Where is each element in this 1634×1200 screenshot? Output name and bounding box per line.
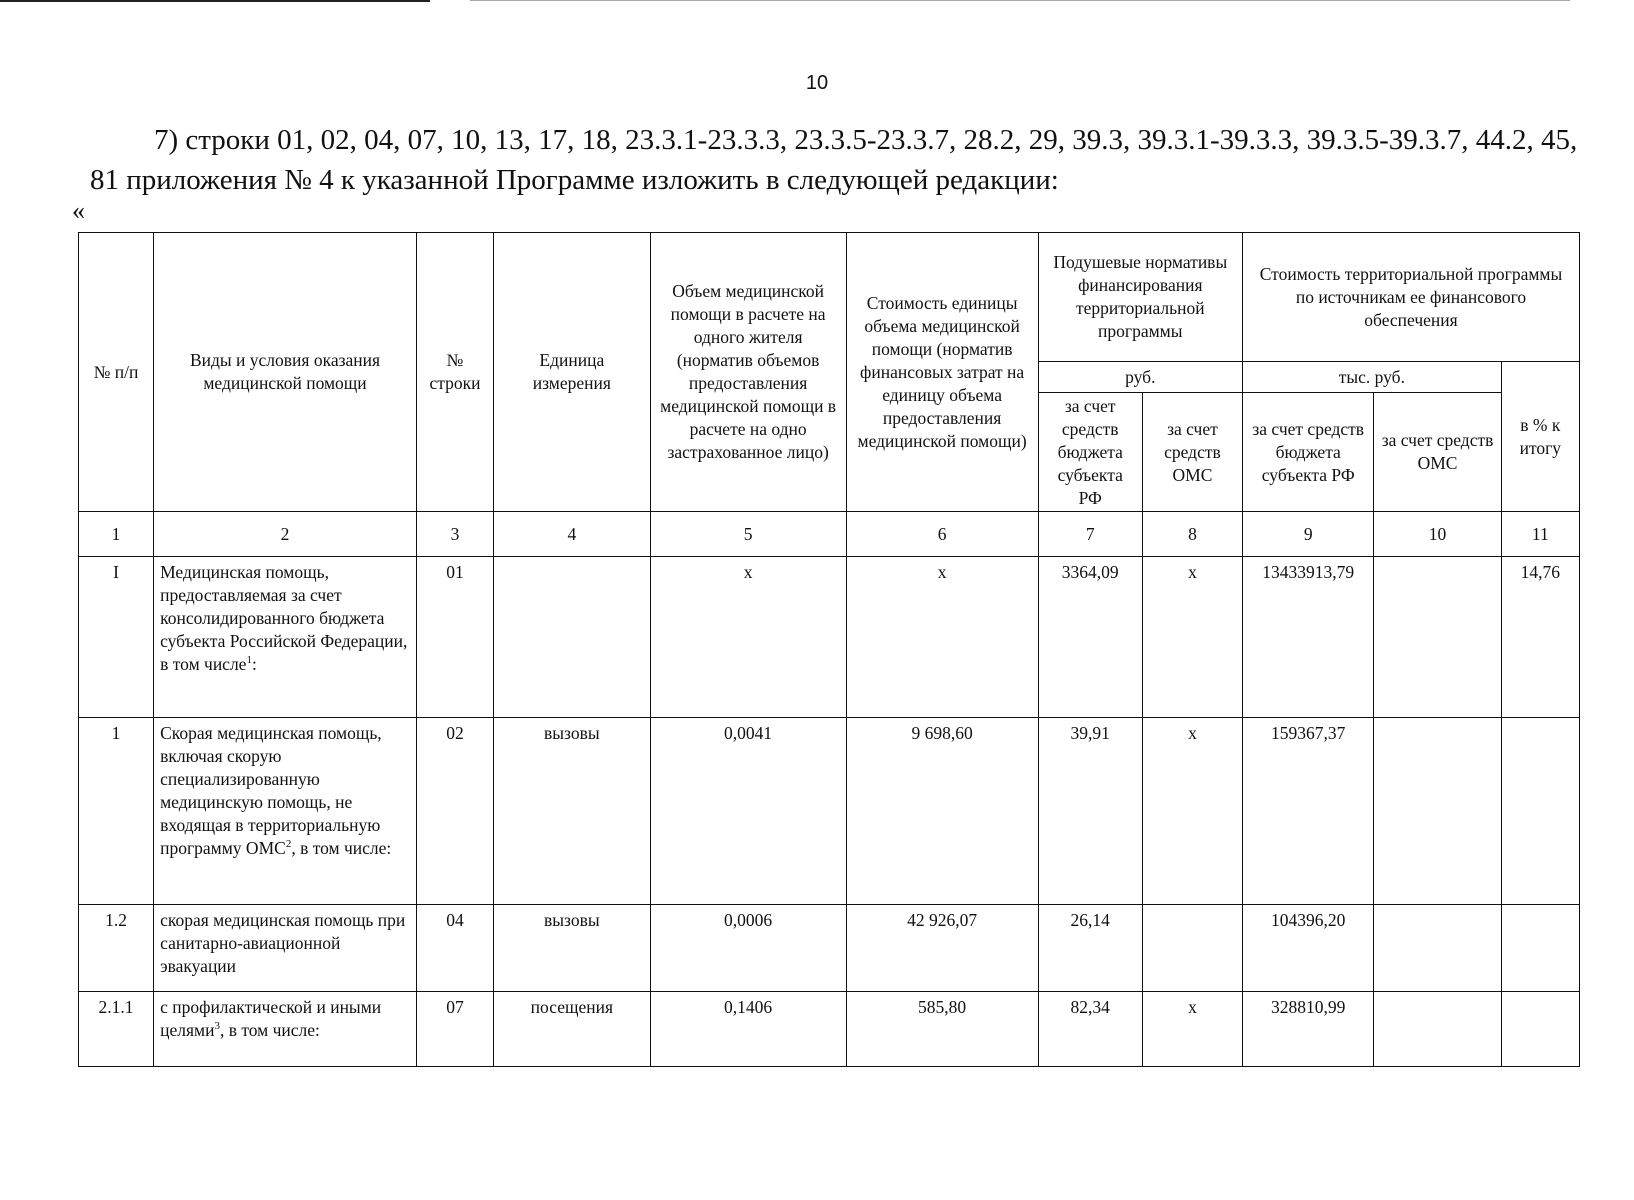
row-budget-rub: 26,14 — [1038, 905, 1142, 992]
header-budget-rub: за счет средств бюджета субъекта РФ — [1038, 393, 1142, 512]
row-budget-rub: 39,91 — [1038, 718, 1142, 905]
top-rule-faint — [470, 0, 1570, 1]
column-number: 8 — [1142, 512, 1242, 557]
header-oms-rub: за счет средств ОМС — [1142, 393, 1242, 512]
row-oms-rub: х — [1142, 992, 1242, 1067]
row-budget-thousand: 159367,37 — [1243, 718, 1374, 905]
opening-quote: « — [72, 196, 85, 225]
header-per-capita-group: Подушевые нормативы финансирования территориальной программы — [1038, 233, 1242, 362]
row-unit-cost: х — [846, 557, 1038, 718]
row-oms-thousand — [1374, 718, 1501, 905]
row-unit: посещения — [494, 992, 650, 1067]
page-number: 10 — [805, 72, 829, 94]
row-volume: 0,0006 — [650, 905, 846, 992]
header-budget-thousand: за счет средств бюджета субъекта РФ — [1243, 393, 1374, 512]
row-description: Скорая медицинская помощь, включая скорую специализированную медицинскую помощь, не входящая в территориальную программу ОМС$^2$, в том числе: — [154, 718, 417, 905]
row-oms-thousand — [1374, 905, 1501, 992]
row-percent — [1501, 905, 1579, 992]
table-row — [79, 718, 1580, 905]
table-row — [79, 992, 1580, 1067]
header-program-cost-group: Стоимость территориальной программы по источникам ее финансового обеспечения — [1243, 233, 1580, 362]
header-oms-thousand: за счет средств ОМС — [1374, 393, 1501, 512]
header-unit: Единица измерения — [494, 233, 650, 512]
column-number: 10 — [1374, 512, 1501, 557]
header-volume: Объем медицинской помощи в расчете на одного жителя (норматив объемов предоставления медицинской помощи в расчете на одно застрахованное лицо) — [650, 233, 846, 512]
row-unit — [494, 557, 650, 718]
column-number: 3 — [416, 512, 493, 557]
row-oms-thousand — [1374, 557, 1501, 718]
header-row-num: № п/п — [79, 233, 154, 512]
row-volume: х — [650, 557, 846, 718]
row-unit: вызовы — [494, 905, 650, 992]
column-number: 1 — [79, 512, 154, 557]
table-row — [79, 557, 1580, 718]
header-percent: в % к итогу — [1501, 362, 1579, 512]
row-percent — [1501, 718, 1579, 905]
top-rule — [0, 0, 430, 2]
row-line-number: 07 — [416, 992, 493, 1067]
funding-table — [78, 232, 1580, 1067]
row-description: скорая медицинская помощь при санитарно-авиационной эвакуации — [154, 905, 417, 992]
row-index: 2.1.1 — [79, 992, 154, 1067]
row-unit-cost: 9 698,60 — [846, 718, 1038, 905]
intro-paragraph: 7) строки 01, 02, 04, 07, 10, 13, 17, 18, 23.3.1-23.3.3, 23.3.5-23.3.7, 28.2, 29, 39.3, 39.3.1-39.3.3, 39.3.5-39.3.7, 44.2, 45, 81 приложения № 4 к указанной Программе изложить в следующей редакции: — [90, 124, 1578, 196]
header-line-number: № строки — [416, 233, 493, 512]
row-index: 1.2 — [79, 905, 154, 992]
row-oms-rub — [1142, 905, 1242, 992]
row-percent — [1501, 992, 1579, 1067]
row-budget-rub: 82,34 — [1038, 992, 1142, 1067]
header-unit-thousand-rub: тыс. руб. — [1243, 362, 1502, 393]
header-unit-cost: Стоимость единицы объема медицинской помощи (норматив финансовых затрат на единицу объема предоставления медицинской помощи) — [846, 233, 1038, 512]
header-unit-rub: руб. — [1038, 362, 1242, 393]
row-unit: вызовы — [494, 718, 650, 905]
row-volume: 0,1406 — [650, 992, 846, 1067]
row-oms-thousand — [1374, 992, 1501, 1067]
row-index: I — [79, 557, 154, 718]
row-line-number: 02 — [416, 718, 493, 905]
row-budget-thousand: 13433913,79 — [1243, 557, 1374, 718]
column-number: 4 — [494, 512, 650, 557]
column-number: 9 — [1243, 512, 1374, 557]
row-oms-rub: х — [1142, 557, 1242, 718]
row-unit-cost: 585,80 — [846, 992, 1038, 1067]
column-number: 11 — [1501, 512, 1579, 557]
row-description: с профилактической и иными целями$^3$, в том числе: — [154, 992, 417, 1067]
column-number-row — [79, 512, 1580, 557]
column-number: 5 — [650, 512, 846, 557]
row-budget-thousand: 328810,99 — [1243, 992, 1374, 1067]
row-budget-rub: 3364,09 — [1038, 557, 1142, 718]
column-number: 2 — [154, 512, 417, 557]
row-unit-cost: 42 926,07 — [846, 905, 1038, 992]
column-number: 7 — [1038, 512, 1142, 557]
header-care-type: Виды и условия оказания медицинской помощи — [154, 233, 417, 512]
row-index: 1 — [79, 718, 154, 905]
row-budget-thousand: 104396,20 — [1243, 905, 1374, 992]
row-percent: 14,76 — [1501, 557, 1579, 718]
row-line-number: 04 — [416, 905, 493, 992]
row-oms-rub: х — [1142, 718, 1242, 905]
table-row — [79, 905, 1580, 992]
row-volume: 0,0041 — [650, 718, 846, 905]
row-description: Медицинская помощь, предоставляемая за счет консолидированного бюджета субъекта Российской Федерации, в том числе$^1$: — [154, 557, 417, 718]
column-number: 6 — [846, 512, 1038, 557]
row-line-number: 01 — [416, 557, 493, 718]
